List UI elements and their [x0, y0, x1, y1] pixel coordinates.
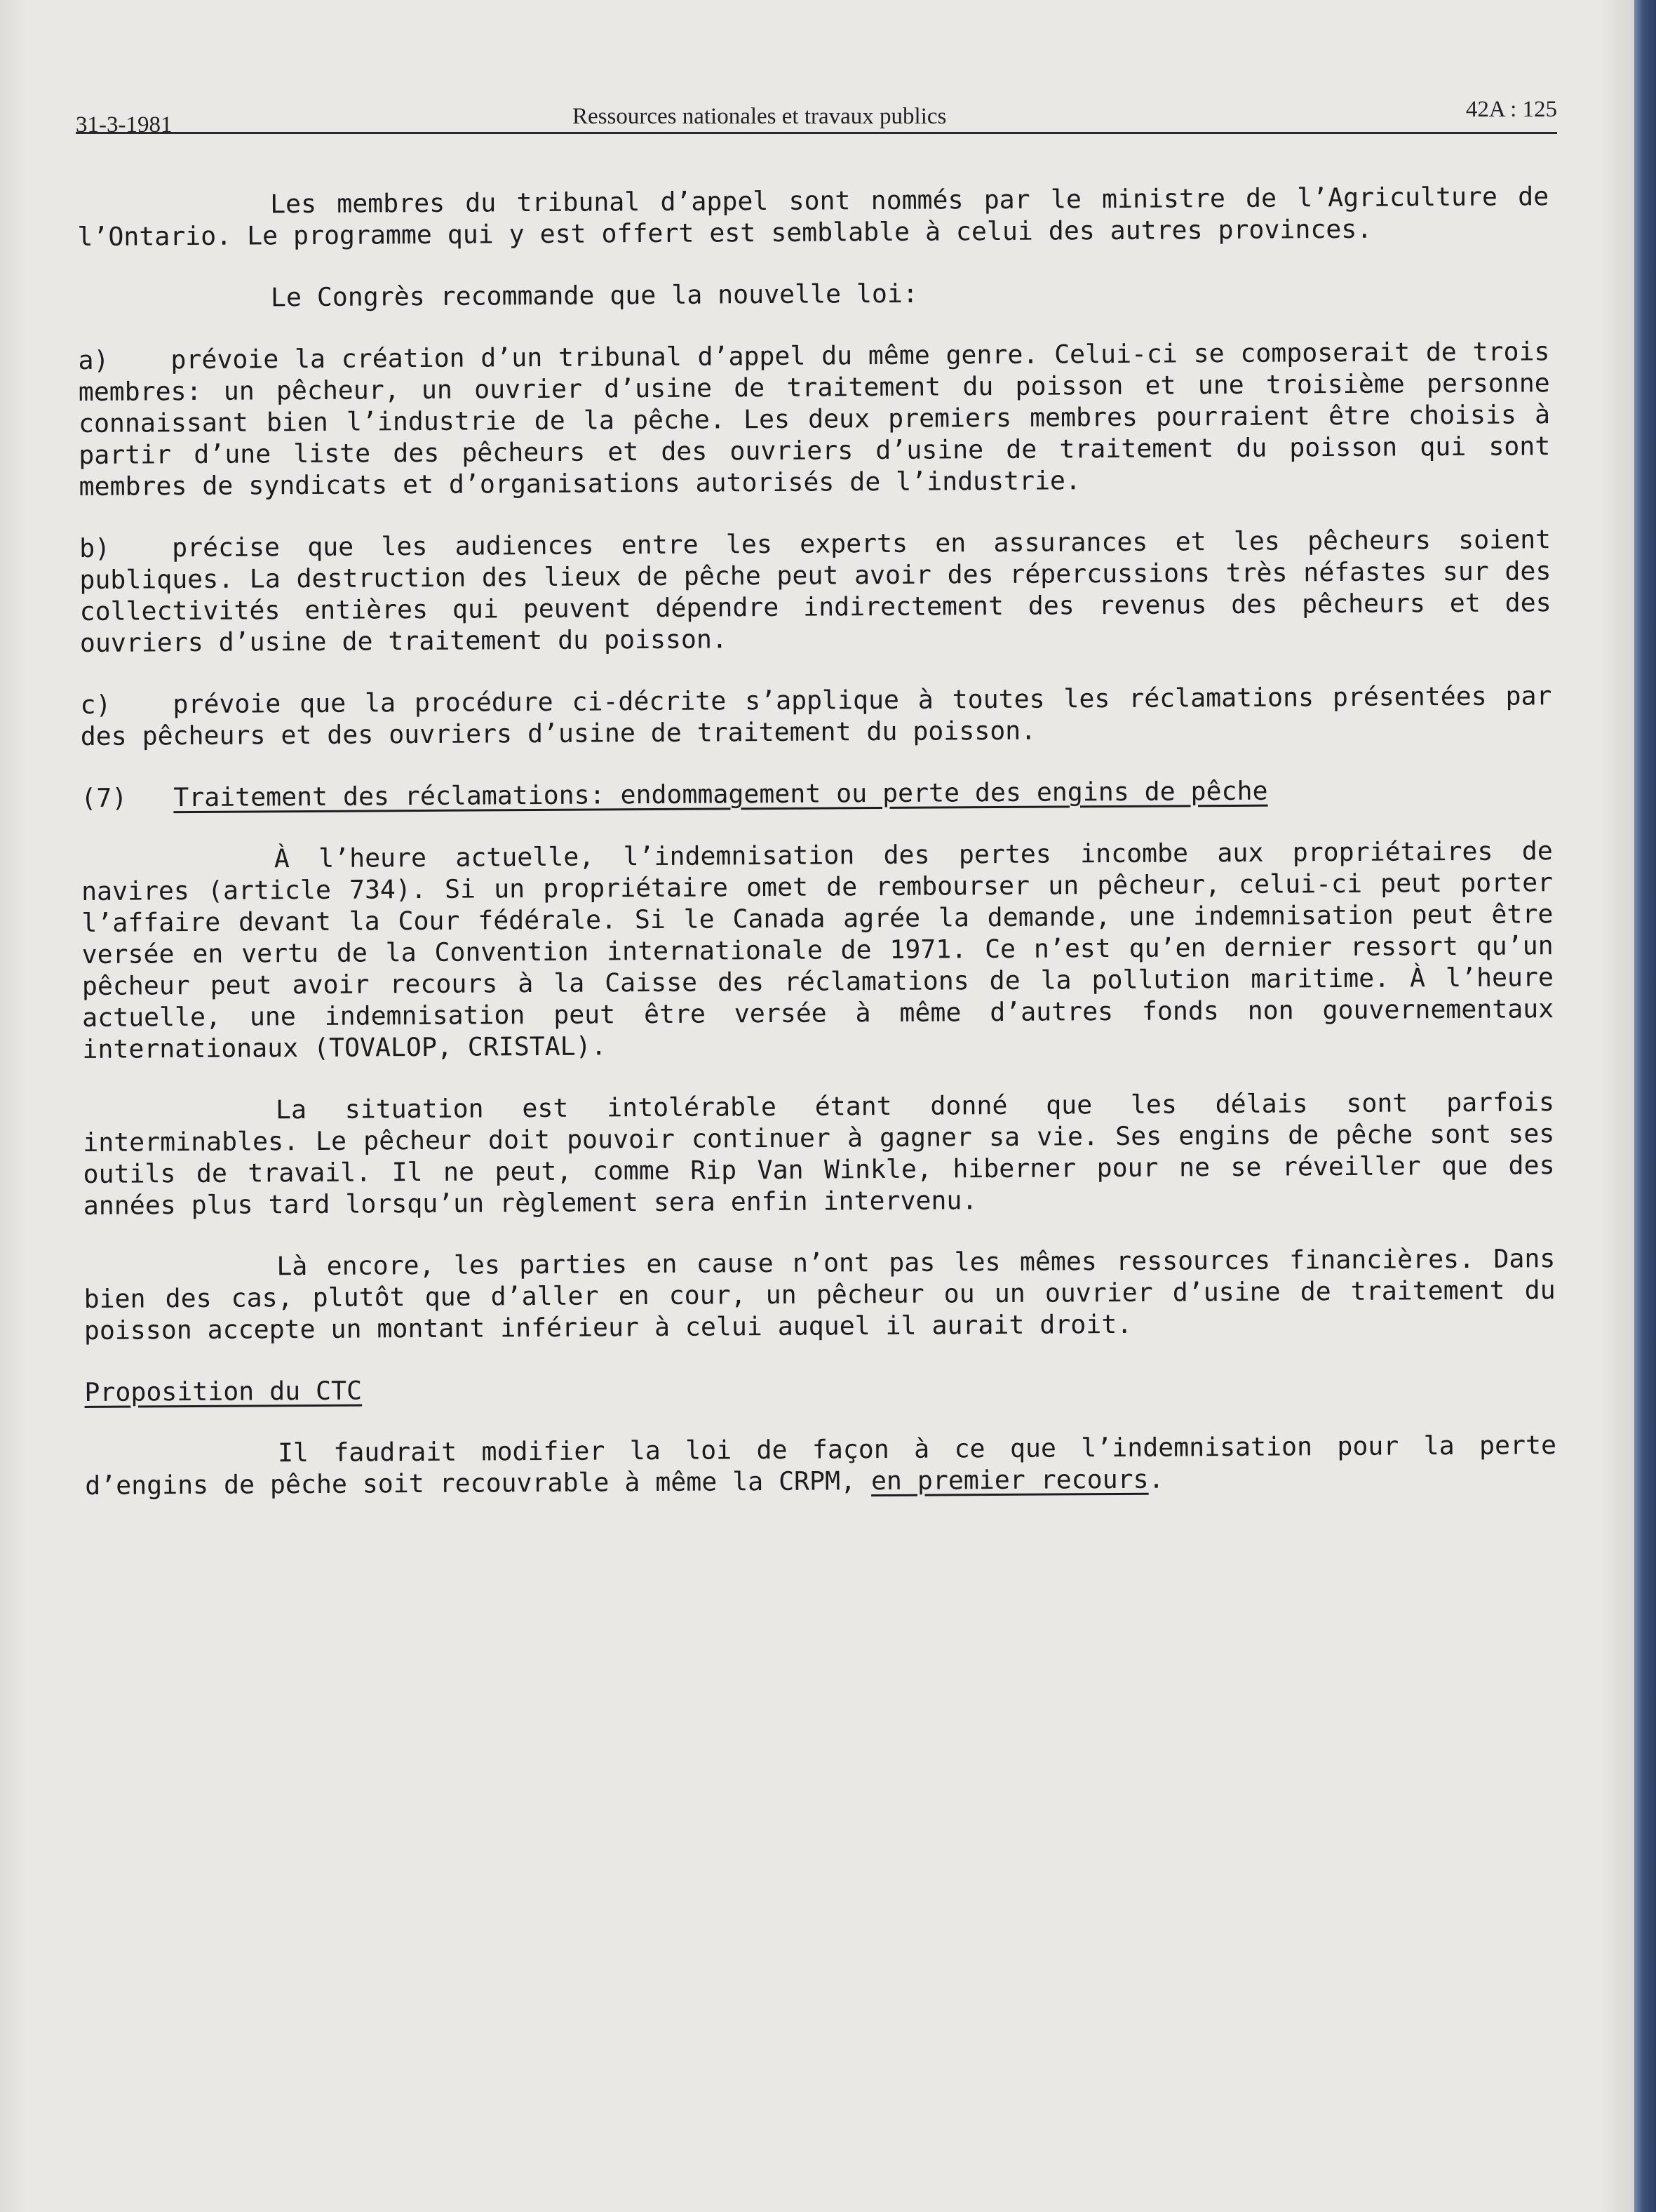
list-label: b)	[79, 532, 111, 563]
header-date: 31-3-1981	[76, 112, 173, 138]
paragraph-intolerable-situation: La situation est intolérable étant donné que les délais sont parfois interminables. Le pêcheur doit pouvoir continuer à gagner sa vie. Ses engins de pêche sont ses outils de travail. Il ne peut, comme Rip Van Winkle, hiberner pour ne se réveiller que des années plus tard lorsqu’un règlement sera enfin intervenu.	[83, 1087, 1555, 1221]
list-item-a	[78, 335, 1550, 502]
list-label: a)	[78, 344, 109, 375]
section-number: (7)	[81, 782, 128, 813]
list-label: c)	[80, 689, 112, 720]
list-text: précise que les audiences entre les experts en assurances et les pêcheurs soient publiques. La destruction des lieux de pêche peut avoir des répercussions très néfastes sur des collectivités entières qui peuvent dépendre indirectement des revenus des pêcheurs et des ouvriers d’usine de traitement du poisson.	[79, 524, 1551, 658]
binder-edge	[1634, 0, 1656, 2212]
page-header	[76, 97, 1557, 138]
document-body	[77, 180, 1557, 1531]
paragraph-tribunal-members: Les membres du tribunal d’appel sont nommés par le ministre de l’Agriculture de l’Ontario. Le programme qui y est offert est semblable à celui des autres provinces.	[77, 181, 1549, 252]
list-item-b	[79, 523, 1551, 659]
paragraph-proposal: Il faudrait modifier la loi de façon à ce que l’indemnisation pour la perte d’engins de pêche soit recouvrable à même la CRPM, en premier recours.	[85, 1430, 1557, 1501]
emphasis-first-recourse: en premier recours	[870, 1463, 1149, 1496]
paragraph-financial-resources: Là encore, les parties en cause n’ont pas les mêmes ressources financières. Dans bien des cas, plutôt que d’aller en cour, un pêcheur ou un ouvrier d’usine de traitement du poisson accepte un montant inférieur à celui auquel il aurait droit.	[83, 1243, 1556, 1346]
section-heading	[81, 773, 1552, 814]
section-title: Traitement des réclamations: endommagement ou perte des engins de pêche	[173, 775, 1268, 813]
header-title: Ressources nationales et travaux publics	[572, 104, 947, 129]
list-text: prévoie que la procédure ci-décrite s’applique à toutes les réclamations présentées par des pêcheurs et des ouvriers d’usine de traitement du poisson.	[80, 681, 1552, 751]
paragraph-current-compensation: À l’heure actuelle, l’indemnisation des pertes incombe aux propriétaires de navires (article 734). Si un propriétaire omet de rembourser un pêcheur, celui-ci peut porter l’affaire devant la Cour fédérale. Si le Canada agrée la demande, une indemnisation peut être versée en vertu de la Convention internationale de 1971. Ce n’est qu’en dernier ressort qu’un pêcheur peut avoir recours à la Caisse des réclamations de la pollution maritime. À l’heure actuelle, une indemnisation peut être versée à même d’autres fonds non gouvernementaux internationaux (TOVALOP, CRISTAL).	[81, 836, 1554, 1064]
list-text: prévoie la création d’un tribunal d’appel du même genre. Celui-ci se composerait de trois membres: un pêcheur, un ouvrier d’usine de traitement du poisson et une troisième personne connaissant bien l’industrie de la pêche. Les deux premiers membres pourraient être choisis à partir d’une liste des pêcheurs et des ouvriers d’usine de traitement du poisson qui sont membres de syndicats et d’organisations autorisés de l’industrie.	[78, 336, 1551, 502]
proposal-heading: Proposition du CTC	[84, 1375, 363, 1407]
paragraph-congress-recommends: Le Congrès recommande que la nouvelle loi:	[270, 278, 919, 313]
list-item-c	[80, 680, 1552, 752]
header-page-number: 42A : 125	[1465, 97, 1557, 122]
